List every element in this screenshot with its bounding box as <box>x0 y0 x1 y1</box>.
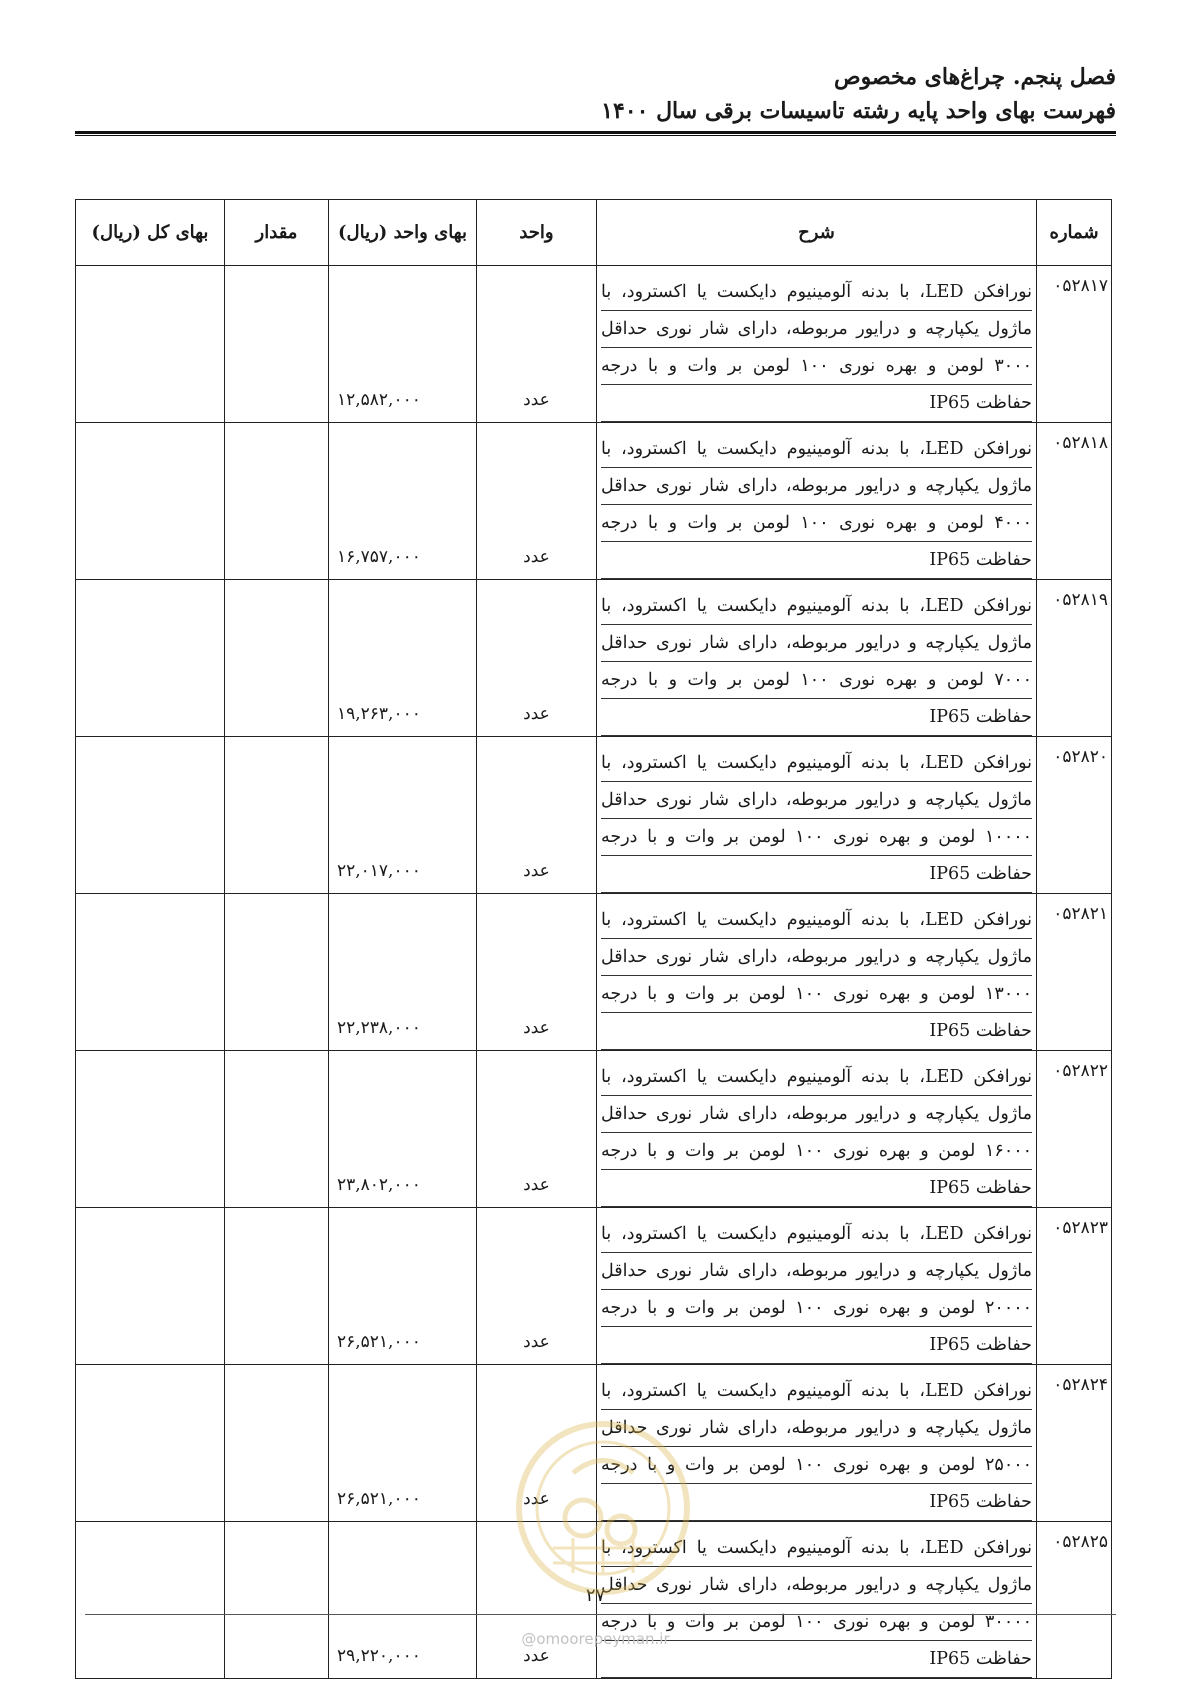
item-description <box>597 737 1037 894</box>
item-code: ۰۵۲۸۲۵ <box>1037 1522 1112 1679</box>
column-header-total-price: بهای کل (ریال) <box>76 200 225 266</box>
description-line: حفاظت IP65 <box>601 856 1032 893</box>
column-header-unit: واحد <box>477 200 597 266</box>
description-line: حفاظت IP65 <box>601 542 1032 579</box>
item-unit-price: ۱۶,۷۵۷,۰۰۰ <box>329 423 477 580</box>
description-line: حفاظت IP65 <box>601 1484 1032 1521</box>
item-total-price <box>76 1365 225 1522</box>
item-quantity <box>225 737 329 894</box>
item-quantity <box>225 1208 329 1365</box>
description-line: ۱۶۰۰۰ لومن و بهره نوری ۱۰۰ لومن بر وات و با درجه <box>601 1133 1032 1170</box>
item-total-price <box>76 894 225 1051</box>
description-line: ۲۵۰۰۰ لومن و بهره نوری ۱۰۰ لومن بر وات و با درجه <box>601 1447 1032 1484</box>
column-header-description: شرح <box>597 200 1037 266</box>
description-line: ماژول یکپارچه و درایور مربوطه، دارای شار نوری حداقل <box>601 1253 1032 1290</box>
item-unit-price: ۲۹,۲۲۰,۰۰۰ <box>329 1522 477 1679</box>
table-header-row <box>76 200 1112 266</box>
item-quantity <box>225 580 329 737</box>
item-unit-price: ۱۹,۲۶۳,۰۰۰ <box>329 580 477 737</box>
description-line: نورافکن LED، با بدنه آلومینیوم دایکست یا اکسترود، با <box>601 431 1032 468</box>
description-line: نورافکن LED، با بدنه آلومینیوم دایکست یا اکسترود، با <box>601 274 1032 311</box>
document-subtitle: فهرست بهای واحد پایه رشته تاسیسات برقی سال ۱۴۰۰ <box>601 98 1116 124</box>
watermark-url: @omoorepeyman.ir <box>521 1630 670 1648</box>
item-unit: عدد <box>477 580 597 737</box>
description-line: حفاظت IP65 <box>601 1327 1032 1364</box>
description-line: نورافکن LED، با بدنه آلومینیوم دایکست یا اکسترود، با <box>601 1530 1032 1567</box>
description-line: ۷۰۰۰ لومن و بهره نوری ۱۰۰ لومن بر وات و با درجه <box>601 662 1032 699</box>
item-code: ۰۵۲۸۱۹ <box>1037 580 1112 737</box>
description-line: ماژول یکپارچه و درایور مربوطه، دارای شار نوری حداقل <box>601 782 1032 819</box>
footer-divider <box>85 1614 1116 1615</box>
item-code: ۰۵۲۸۲۰ <box>1037 737 1112 894</box>
table-row <box>76 1051 1112 1208</box>
page-number: ۲۷ <box>585 1585 606 1606</box>
description-line: ۳۰۰۰ لومن و بهره نوری ۱۰۰ لومن بر وات و با درجه <box>601 348 1032 385</box>
item-description <box>597 423 1037 580</box>
item-unit-price: ۱۲,۵۸۲,۰۰۰ <box>329 266 477 423</box>
description-line: ۳۰۰۰۰ لومن و بهره نوری ۱۰۰ لومن بر وات و با درجه <box>601 1604 1032 1641</box>
item-unit: عدد <box>477 1208 597 1365</box>
table-row <box>76 1365 1112 1522</box>
price-list-table <box>75 199 1112 1679</box>
description-line: نورافکن LED، با بدنه آلومینیوم دایکست یا اکسترود، با <box>601 588 1032 625</box>
item-unit-price: ۲۶,۵۲۱,۰۰۰ <box>329 1208 477 1365</box>
description-line: نورافکن LED، با بدنه آلومینیوم دایکست یا اکسترود، با <box>601 1373 1032 1410</box>
item-quantity <box>225 1365 329 1522</box>
table-row <box>76 580 1112 737</box>
item-total-price <box>76 266 225 423</box>
description-line: ۲۰۰۰۰ لومن و بهره نوری ۱۰۰ لومن بر وات و با درجه <box>601 1290 1032 1327</box>
item-total-price <box>76 580 225 737</box>
item-unit-price: ۲۳,۸۰۲,۰۰۰ <box>329 1051 477 1208</box>
table-body <box>76 266 1112 1679</box>
item-code: ۰۵۲۸۲۱ <box>1037 894 1112 1051</box>
item-unit: عدد <box>477 1522 597 1679</box>
table-row <box>76 266 1112 423</box>
item-description <box>597 580 1037 737</box>
description-line: ماژول یکپارچه و درایور مربوطه، دارای شار نوری حداقل <box>601 625 1032 662</box>
description-line: نورافکن LED، با بدنه آلومینیوم دایکست یا اکسترود، با <box>601 1216 1032 1253</box>
item-total-price <box>76 423 225 580</box>
description-line: نورافکن LED، با بدنه آلومینیوم دایکست یا اکسترود، با <box>601 1059 1032 1096</box>
description-line: ماژول یکپارچه و درایور مربوطه، دارای شار نوری حداقل <box>601 468 1032 505</box>
description-line: ماژول یکپارچه و درایور مربوطه، دارای شار نوری حداقل <box>601 311 1032 348</box>
column-header-unit-price: بهای واحد (ریال) <box>329 200 477 266</box>
item-quantity <box>225 423 329 580</box>
description-line: ماژول یکپارچه و درایور مربوطه، دارای شار نوری حداقل <box>601 1567 1032 1604</box>
description-line: ۱۳۰۰۰ لومن و بهره نوری ۱۰۰ لومن بر وات و با درجه <box>601 976 1032 1013</box>
item-description <box>597 894 1037 1051</box>
item-description <box>597 266 1037 423</box>
description-line: حفاظت IP65 <box>601 699 1032 736</box>
item-unit-price: ۲۶,۵۲۱,۰۰۰ <box>329 1365 477 1522</box>
column-header-quantity: مقدار <box>225 200 329 266</box>
description-line: حفاظت IP65 <box>601 1641 1032 1678</box>
description-line: ۱۰۰۰۰ لومن و بهره نوری ۱۰۰ لومن بر وات و با درجه <box>601 819 1032 856</box>
table-row <box>76 423 1112 580</box>
column-header-code: شماره <box>1037 200 1112 266</box>
item-unit: عدد <box>477 737 597 894</box>
item-unit: عدد <box>477 423 597 580</box>
description-line: ماژول یکپارچه و درایور مربوطه، دارای شار نوری حداقل <box>601 1096 1032 1133</box>
item-total-price <box>76 1208 225 1365</box>
description-line: ماژول یکپارچه و درایور مربوطه، دارای شار نوری حداقل <box>601 1410 1032 1447</box>
item-code: ۰۵۲۸۲۴ <box>1037 1365 1112 1522</box>
chapter-title: فصل پنجم. چراغ‌های مخصوص <box>833 64 1116 90</box>
item-quantity <box>225 1051 329 1208</box>
table-row <box>76 737 1112 894</box>
description-line: نورافکن LED، با بدنه آلومینیوم دایکست یا اکسترود، با <box>601 902 1032 939</box>
item-unit-price: ۲۲,۲۳۸,۰۰۰ <box>329 894 477 1051</box>
item-total-price <box>76 1051 225 1208</box>
description-line: حفاظت IP65 <box>601 1013 1032 1050</box>
page-header <box>75 60 1116 128</box>
item-code: ۰۵۲۸۲۲ <box>1037 1051 1112 1208</box>
description-line: حفاظت IP65 <box>601 1170 1032 1207</box>
item-unit: عدد <box>477 1365 597 1522</box>
item-quantity <box>225 894 329 1051</box>
item-unit: عدد <box>477 1051 597 1208</box>
description-line: نورافکن LED، با بدنه آلومینیوم دایکست یا اکسترود، با <box>601 745 1032 782</box>
item-unit: عدد <box>477 266 597 423</box>
header-divider <box>75 131 1116 136</box>
item-unit-price: ۲۲,۰۱۷,۰۰۰ <box>329 737 477 894</box>
item-description <box>597 1208 1037 1365</box>
item-total-price <box>76 737 225 894</box>
item-unit: عدد <box>477 894 597 1051</box>
table-row <box>76 894 1112 1051</box>
item-code: ۰۵۲۸۲۳ <box>1037 1208 1112 1365</box>
description-line: حفاظت IP65 <box>601 385 1032 422</box>
item-code: ۰۵۲۸۱۸ <box>1037 423 1112 580</box>
item-code: ۰۵۲۸۱۷ <box>1037 266 1112 423</box>
description-line: ماژول یکپارچه و درایور مربوطه، دارای شار نوری حداقل <box>601 939 1032 976</box>
item-quantity <box>225 266 329 423</box>
item-description <box>597 1051 1037 1208</box>
item-description <box>597 1365 1037 1522</box>
description-line: ۴۰۰۰ لومن و بهره نوری ۱۰۰ لومن بر وات و با درجه <box>601 505 1032 542</box>
table-row <box>76 1208 1112 1365</box>
